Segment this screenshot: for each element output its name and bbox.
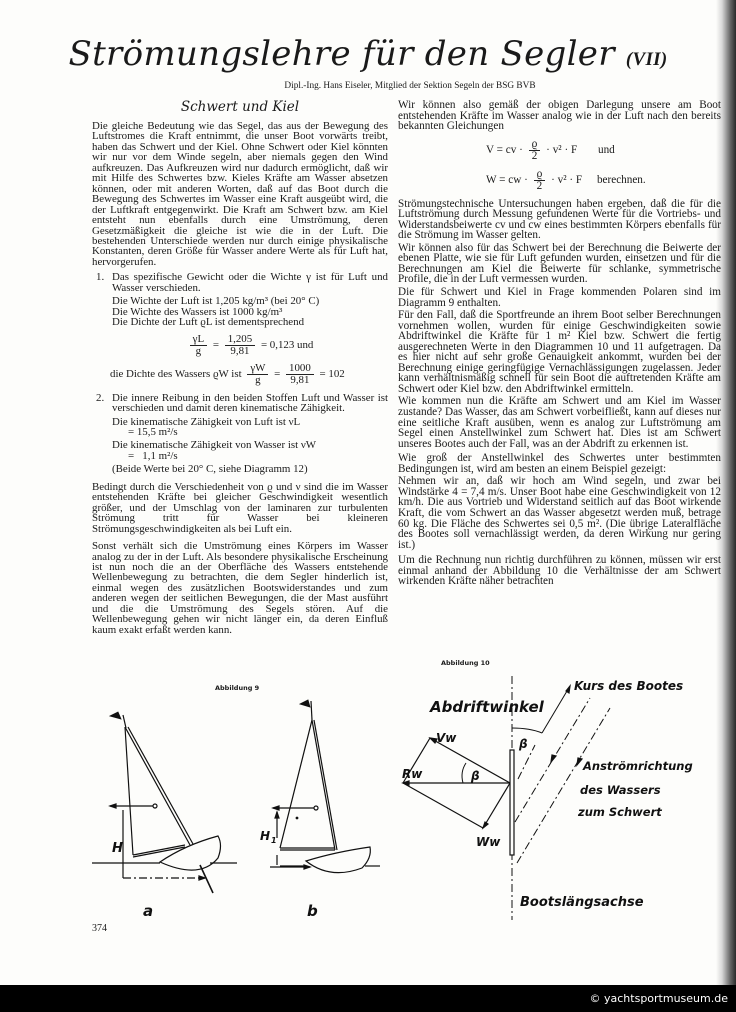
copyright-text: © yachtsportmuseum.de: [589, 992, 728, 1005]
page-number: 374: [92, 923, 107, 934]
label-kurs: Kurs des Bootes: [574, 679, 684, 693]
list-text: Das spezifische Gewicht oder die Wichte γ ist für Luft und Wasser verschieden.: [112, 271, 388, 294]
figure-9a-boat-heeled: [92, 712, 237, 920]
paragraph: Um die Rechnung nun richtig durchführen zu können, müssen wir erst einmal anhand der Abbildung 10 die Verhältnisse der am Schwert wirkenden Kräfte näher betrachten: [398, 554, 721, 588]
line: Die Dichte der Luft ϱL ist dementsprechend: [112, 316, 305, 329]
figure-10-force-diagram: [402, 676, 693, 920]
line: = 15,5 m²/s: [128, 425, 178, 438]
paragraph: Die für Schwert und Kiel in Frage kommenden Polaren sind im Diagramm 9 enthalten.: [398, 286, 721, 309]
title-volume: (VII): [625, 49, 668, 70]
paragraph: Wir können also für das Schwert bei der Berechnung die Beiwerte der ebenen Platte, wie sie für Luft gefunden wurden, einsetzen und für die Berechnungen am Kiel die Beiwerte für schlanke, symmetrische Profile, die in der Luft vermessen wurden.: [398, 241, 721, 286]
label-ww: Ww: [476, 835, 501, 849]
label-h1: H: [260, 829, 271, 843]
line: = 1,1 m²/s: [128, 449, 178, 462]
eq-rhs: · v² · F: [551, 173, 583, 186]
paragraph: Die gleiche Bedeutung wie das Segel, das aus der Bewegung des Luftstromes die Kraft entnimmt, die unser Boot vorwärts treibt, haben das Schwert und der Kiel. Ohne Schwert oder Kiel könnten wir nur vor dem Winde segeln, aber niemals gegen den Wind aufkreuzen. Das Aufkreuzen wird nur dadurch ermöglicht, daß wir mit Hilfe des Schwertes bzw. Kieles Kräfte am Wasser absetzen können, oder mit anderen Worten, daß auf das Boot durch die Bewegung des Schwertes im Wasser eine Kraft ausgeübt wird, die der Luftkraft entgegenwirkt. Die Kraft am Schwert bzw. am Kiel entsteht nun ebenfalls durch eine Umströmung, deren Gesetzmäßigkeit die gleiche ist wie die in der Luft. Die bestehenden Unterschiede werden nur durch einige physikalische Konstanten, deren Größe für Wasser andere Werte als für Luft hat, hervorgerufen.: [92, 120, 388, 268]
numerator: γW: [247, 363, 268, 375]
paragraph: Sonst verhält sich die Umströmung eines Körpers im Wasser analog zu der in der Luft. Als besondere physikalische Erscheinung ist nun noch die an der Oberfläche des Wassers entstehende Wellenbewegung zu betrachten, die dem Segler hinderlich ist, einmal wegen des zusätzlichen Bootswiderstandes und zum anderen wegen der seitlichen Bewegungen, die der Mast ausführt und die die Umströmung des Segels stören. Auf die Wellenbewegung gehen wir nicht länger ein, da deren Einfluß kaum exakt erfaßt werden kann.: [92, 540, 388, 636]
denominator: 9,81: [230, 344, 250, 357]
label-beta: β: [471, 769, 480, 783]
numerator: 1,205: [225, 334, 256, 346]
label-vw: Vw: [436, 731, 457, 745]
numerator: γL: [190, 334, 207, 346]
formula-air-density: $\frac{\gamma L}{g}$ = $\frac{1,205}{9,81}$ = 0,123 und: [112, 334, 388, 357]
label-h1-subscript: 1: [271, 836, 277, 845]
label-h: H: [112, 841, 123, 856]
denominator: 2: [531, 149, 538, 162]
denominator: g: [255, 373, 261, 386]
footer-bar: [0, 985, 736, 1012]
paragraph: Für den Fall, daß die Sportfreunde an ihrem Boot selber Berechnungen vornehmen wollen, wurden für einige Geschwindigkeiten sowie Abdriftwinkel die Kräfte für 1 m² Kiel bzw. Schwert die fertig ausgerechneten Werte in den Diagrammen 10 und 11 aufgetragen. Da es hier nicht auf sehr große Genauigkeit ankommt, wurden bei der Berechnung einige geringfügige Vernachlässigungen zugelassen. Jeder kann verhältnismäßig schnell für sein Boot die auftretenden Kräfte am Schwert oder Kiel bzw. den Abdriftwinkel ermitteln.: [398, 309, 721, 395]
denominator: 9,81: [290, 373, 310, 386]
figure-9-caption: Abbildung 9: [215, 684, 260, 692]
eq-after: und: [597, 143, 615, 156]
line: Die Wichte der Luft ist 1,205 kg/m³ (bei 20° C): [112, 295, 320, 308]
numerator: 1000: [286, 363, 314, 375]
section-heading: Schwert und Kiel: [180, 99, 300, 115]
formula-water-density: die Dichte des Wassers ϱW ist $\frac{\gamma W}{g}$ = $\frac{1000}{9,81}$ = 102: [110, 361, 345, 386]
title-text: Strömungslehre für den Segler: [68, 34, 615, 74]
figure-9b-boat-upright: [260, 700, 380, 920]
list-number: 1.: [96, 271, 105, 284]
line: Die kinematische Zähigkeit von Wasser ist νW: [112, 439, 317, 452]
line: die Dichte des Wassers ϱW ist: [110, 367, 242, 380]
line: Die Wichte des Wassers ist 1000 kg/m³: [112, 305, 283, 318]
eq-rhs: · v² · F: [546, 143, 578, 156]
result: = 0,123 und: [260, 338, 314, 351]
byline: Dipl.-Ing. Hans Eiseler, Mitglied der Sektion Segeln der BSG BVB: [284, 81, 536, 91]
eq-lhs: V = cv ·: [486, 143, 523, 156]
line: (Beide Werte bei 20° C, siehe Diagramm 12): [112, 463, 308, 476]
figure-10-caption: Abbildung 10: [441, 659, 490, 667]
label-a: a: [143, 902, 154, 920]
line: Die kinematische Zähigkeit von Luft ist νL: [112, 415, 301, 428]
paragraph: Nehmen wir an, daß wir hoch am Wind segeln, und zwar bei Windstärke 4 = 7,4 m/s. Unser Boot habe eine Geschwindigkeit von 12 km/h. Die aus Vortrieb und Widerstand seitlich auf das Boot wirkende Kraft, die vom Schwert an das Wasser abgesetzt werden muß, betrage 60 kg. Die Fläche des Schwertes sei 0,5 m². (Die übrige Lateralfläche des Bootes soll vernachlässigt werden, da deren Wirkung nur gering ist.): [398, 475, 721, 551]
label-zum-schwert: zum Schwert: [578, 805, 662, 819]
label-rw: Rw: [402, 767, 423, 781]
list-number: 2.: [96, 391, 105, 404]
paragraph: Wir können also gemäß der obigen Darlegung unsere am Boot entstehenden Kräfte im Wasser analog wie in der Luft nach den bereits bekannten Gleichungen: [398, 99, 721, 133]
denominator: g: [195, 344, 202, 357]
paragraph: Wie groß der Anstellwinkel des Schwertes unter bestimmten Bedingungen ist, wird am besten an einem Beispiel gezeigt:: [398, 452, 721, 475]
paragraph: Strömungstechnische Untersuchungen haben ergeben, daß die für die Luftströmung durch Messung gefundenen Werte für die Vortriebs- und Widerstandsbeiwerte cv und cw eines bestimmten Körpers ebenfalls für die Strömung im Wasser gelten.: [398, 197, 721, 242]
paragraph: Wie kommen nun die Kräfte am Schwert und am Kiel im Wasser zustande? Das Wasser, das am Schwert vorbeifließt, kann auf dieses nur eine seitliche Kraft ausüben, wenn es analog zur Luftströmung am Segel einen Anstellwinkel zum Schwert hat. Dies ist am Schwert unseres Bootes auch der Fall, was an der Abdrift zu erkennen ist.: [398, 395, 721, 450]
label-abdriftwinkel: Abdriftwinkel: [430, 698, 544, 716]
label-des-wassers: des Wassers: [580, 783, 661, 797]
label-bootslaengsachse: Bootslängsachse: [520, 895, 644, 910]
result: = 102: [319, 367, 345, 380]
numerator: ϱ: [534, 169, 546, 181]
paragraph: Bedingt durch die Verschiedenheit von ϱ und ν sind die im Wasser entstehenden Kräfte bei gleicher Geschwindigkeit wesentlich größer, und der Umschlag von der laminaren zur turbulenten Strömung tritt für Wasser bei kleineren Strömungsgeschwindigkeiten als bei Luft ein.: [92, 480, 388, 535]
label-b: b: [307, 902, 318, 920]
numerator: ϱ: [529, 139, 541, 151]
eq-after: berechnen.: [596, 173, 646, 186]
list-text: Die innere Reibung in den beiden Stoffen Luft und Wasser ist verschieden und damit deren kinematische Zähigkeit.: [112, 391, 388, 415]
eq-lhs: W = cw ·: [486, 173, 528, 186]
label-anstroemrichtung: Anströmrichtung: [583, 759, 693, 773]
label-beta-drift: β: [519, 737, 528, 751]
denominator: 2: [536, 179, 543, 192]
